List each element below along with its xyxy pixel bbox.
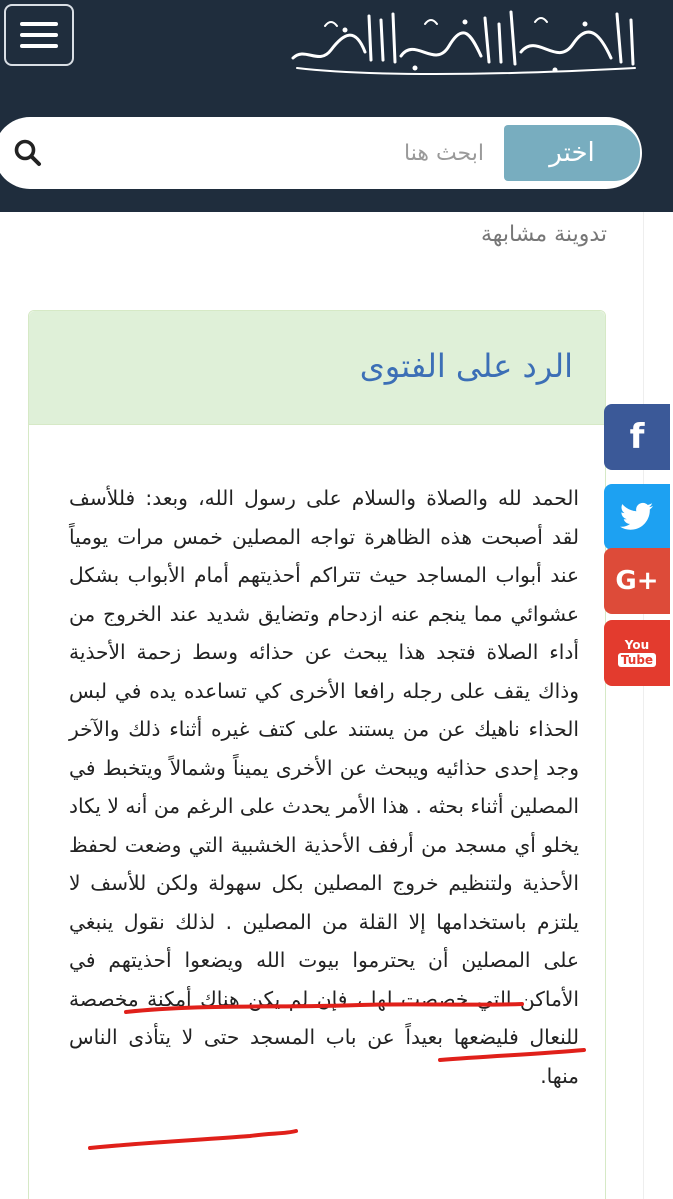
youtube-icon: You Tube bbox=[618, 639, 656, 667]
page-scroll-strip[interactable] bbox=[643, 212, 673, 1199]
twitter-icon bbox=[620, 502, 654, 532]
search-bar bbox=[0, 117, 642, 189]
search-input[interactable] bbox=[84, 133, 484, 173]
choose-button[interactable]: اختر bbox=[504, 125, 640, 181]
calligraphy-logo bbox=[285, 6, 645, 78]
facebook-share-button[interactable] bbox=[604, 404, 670, 470]
site-logo[interactable] bbox=[285, 6, 645, 78]
facebook-icon: f bbox=[629, 417, 645, 457]
card-body-text bbox=[69, 479, 579, 1095]
youtube-link-button[interactable] bbox=[604, 620, 670, 686]
similar-post-label[interactable]: تدوينة مشابهة bbox=[480, 222, 607, 247]
card-header bbox=[29, 311, 605, 425]
site-header bbox=[0, 0, 673, 212]
hamburger-menu-icon bbox=[20, 22, 58, 26]
googleplus-icon: G+ bbox=[615, 566, 659, 596]
googleplus-share-button[interactable] bbox=[604, 548, 670, 614]
search-icon[interactable] bbox=[12, 137, 44, 169]
fatwa-reply-card bbox=[28, 310, 606, 1199]
twitter-share-button[interactable] bbox=[604, 484, 670, 550]
fatwa-paragraph: الحمد لله والصلاة والسلام على رسول الله، وبعد: فللأسف لقد أصبحت هذه الظاهرة تواجه المصلين خمس مرات يومياً عند أبواب المساجد حيث تتراكم أحذيتهم أمام الأبواب بشكل عشوائي مما ينجم عنه ازدحام وتضايق شديد عند الخروج من أداء الصلاة فتجد هذا يبحث عن حذائه وسط زحمة الأحذية وذاك يقف على رجله رافعا الأخرى كي تساعده يده في لبس الحذاء ناهيك عن من يستند على كتف غيره أثناء ذلك والآخر وجد إحدى حذائيه ويبحث عن الأخرى يميناً وشمالاً ويتخبط في المصلين أثناء بحثه . هذا الأمر يحدث على الرغم من أنه لا يكاد يخلو أي مسجد من أرفف الأحذية الخشبية التي وضعت لحفظ الأحذية ولتنظيم خروج المصلين بكل سهولة ولكن للأسف لا يلتزم باستخدامها إلا القلة من المصلين . لذلك نقول ينبغي على المصلين أن يحترموا بيوت الله ويضعوا أحذيتهم في الأماكن التي خصصت لها ، فإن لم يكن هناك أمكنة مخصصة للنعال فليضعها بعيداً عن باب المسجد حتى لا يتأذى الناس منها. bbox=[69, 486, 579, 1088]
hamburger-menu-button[interactable] bbox=[4, 4, 74, 66]
card-title: الرد على الفتوى bbox=[359, 347, 573, 385]
